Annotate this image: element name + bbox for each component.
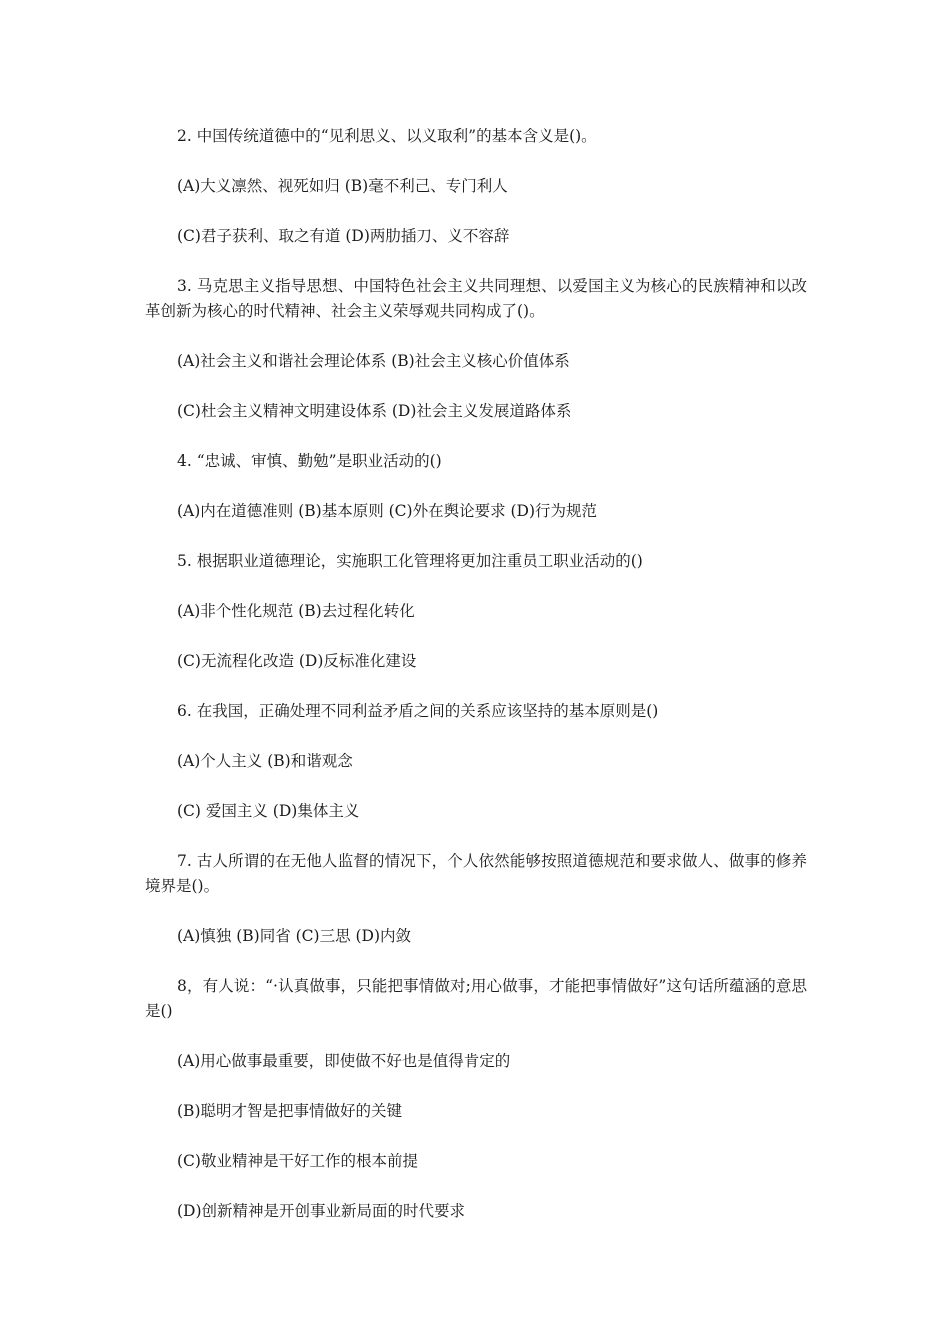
question-2-options-ab: (A)大义凛然、视死如归 (B)毫不利己、专门利人 (177, 177, 508, 195)
question-8-option-c: (C)敬业精神是干好工作的根本前提 (177, 1152, 418, 1170)
question-6-options-ab: (A)个人主义 (B)和谐观念 (177, 752, 353, 770)
question-2-options-cd: (C)君子获利、取之有道 (D)两肋插刀、义不容辞 (177, 227, 510, 245)
question-8-option-d: (D)创新精神是开创事业新局面的时代要求 (177, 1202, 466, 1220)
question-3-options-cd: (C)杜会主义精神文明建设体系 (D)社会主义发展道路体系 (177, 402, 572, 420)
document-body (145, 124, 807, 1249)
question-4-stem: 4. “忠诚、审慎、勤勉”是职业活动的() (177, 452, 442, 470)
question-6-stem: 6. 在我国，正确处理不同利益矛盾之间的关系应该坚持的基本原则是() (177, 702, 659, 720)
question-3-stem: 3. 马克思主义指导思想、中国特色社会主义共同理想、以爱国主义为核心的民族精神和以改革创新为核心的时代精神、社会主义荣辱观共同构成了()。 (145, 277, 807, 320)
question-5-options-ab: (A)非个性化规范 (B)去过程化转化 (177, 602, 415, 620)
question-5-stem: 5. 根据职业道德理论，实施职工化管理将更加注重员工职业活动的() (177, 552, 643, 570)
question-8-stem: 8，有人说：“·认真做事，只能把事情做对;用心做事，才能把事情做好”这句话所蕴涵的意思是() (145, 977, 807, 1020)
question-3-options-ab: (A)社会主义和谐社会理论体系 (B)社会主义核心价值体系 (177, 352, 570, 370)
question-7-options: (A)慎独 (B)同省 (C)三思 (D)内敛 (177, 927, 412, 945)
question-8-option-a: (A)用心做事最重要，即使做不好也是值得肯定的 (177, 1052, 511, 1070)
question-6-options-cd: (C) 爱国主义 (D)集体主义 (177, 802, 360, 820)
question-4-options: (A)内在道德准则 (B)基本原则 (C)外在舆论要求 (D)行为规范 (177, 502, 598, 520)
question-2-stem: 2. 中国传统道德中的“见利思义、以义取利”的基本含义是()。 (177, 127, 597, 145)
question-8-option-b: (B)聪明才智是把事情做好的关键 (177, 1102, 402, 1120)
question-5-options-cd: (C)无流程化改造 (D)反标准化建设 (177, 652, 417, 670)
question-7-stem: 7. 古人所谓的在无他人监督的情况下，个人依然能够按照道德规范和要求做人、做事的修养境界是()。 (145, 852, 807, 895)
